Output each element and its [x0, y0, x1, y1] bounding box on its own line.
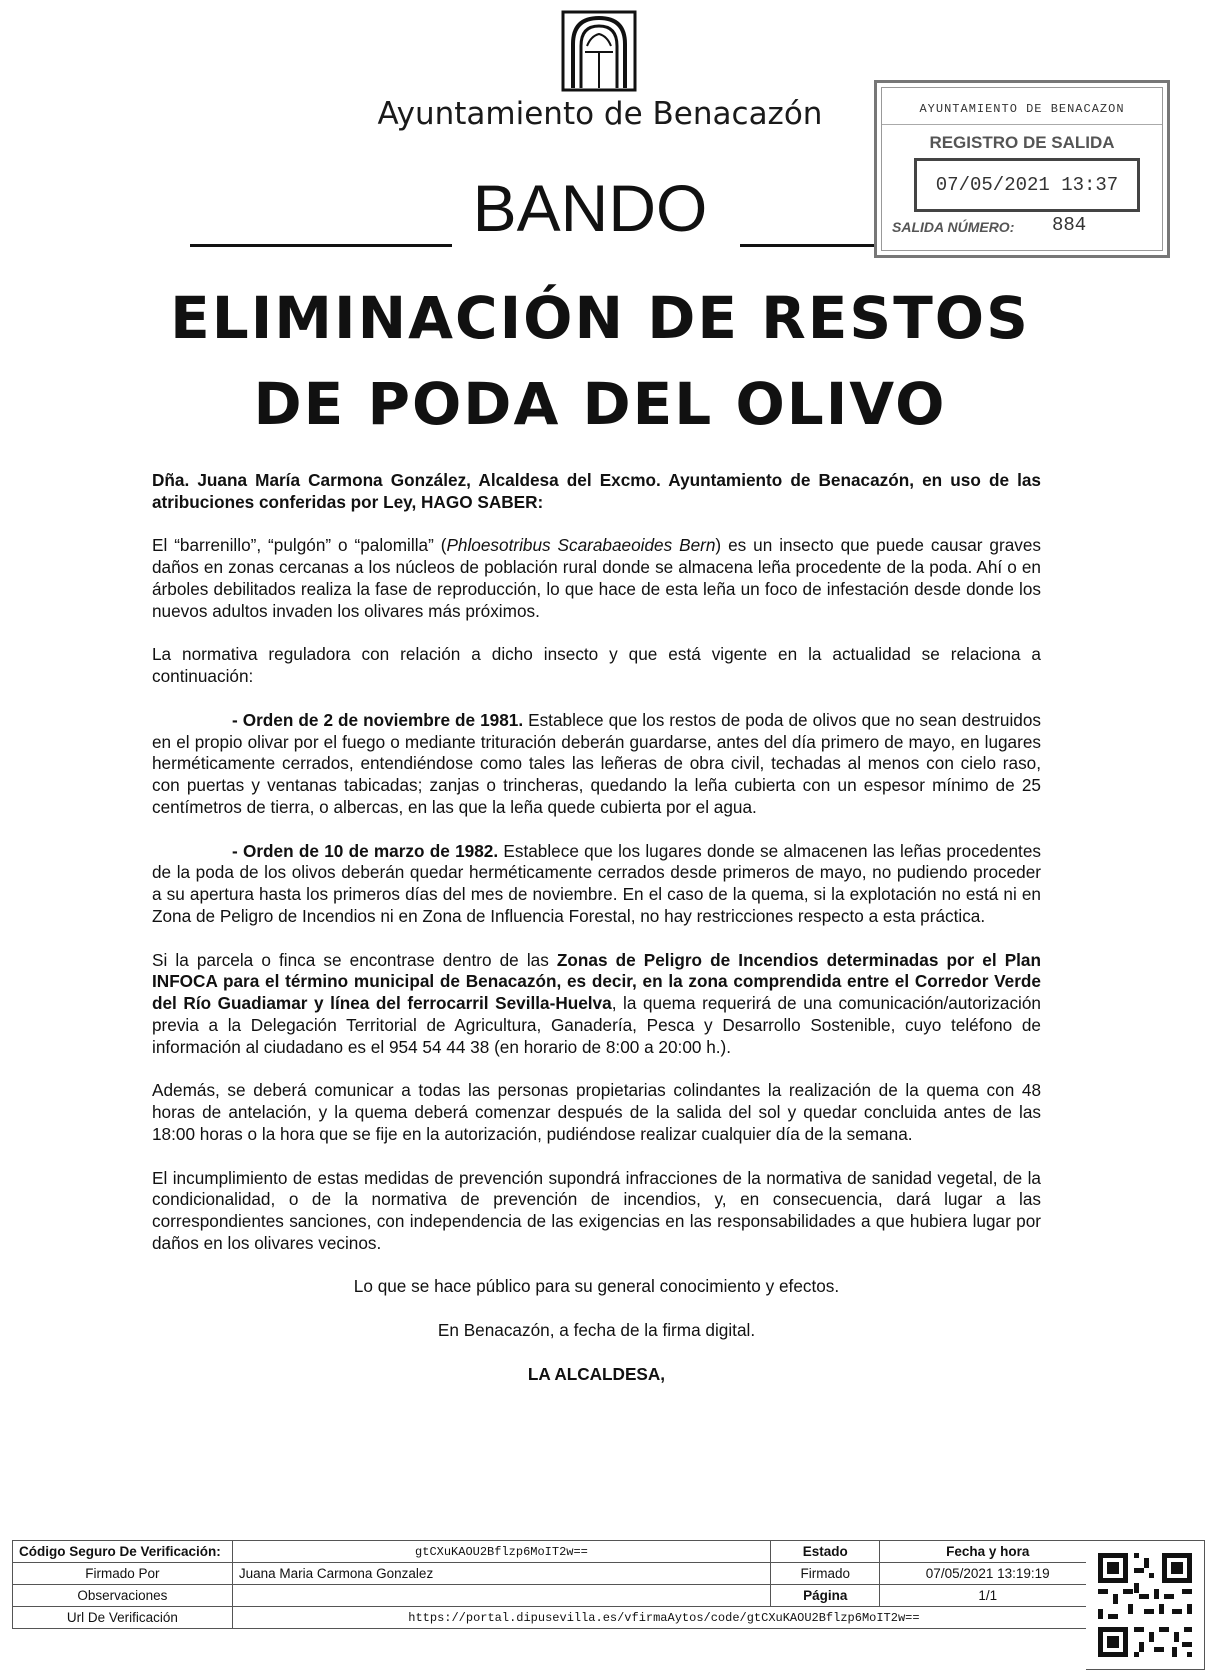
pagina-label: Página	[771, 1585, 880, 1607]
order-1982-text: Establece que los lugares donde se almacenen las leñas procedentes de la poda de los olivos deberán quedar herméticamente cerrados desde primeros de mayo, no pudiendo proceder a su apertura hasta los primeros días del mes de noviembre. En el caso de la quema, si la explotación no está ni en Zona de Peligro de Incendios ni en Zona de Influencia Forestal, no hay restricciones respecto a esta práctica.	[152, 840, 1041, 926]
firmado-label: Firmado Por	[13, 1563, 233, 1585]
p3-text-b: , la quema requerirá de una comunicación/autorización previa a la Delegación Territorial de Agricultura, Ganadería, Pesca y Desarrollo Sostenible, cuyo teléfono de información al ciudadano es el 954 54 44 38 (en horario de 8:00 a 20:00 h.).	[152, 993, 1041, 1057]
verification-table	[12, 1540, 1096, 1629]
order-1982	[152, 841, 1041, 928]
fecha-label: Fecha y hora	[880, 1541, 1096, 1563]
order-1981-title: - Orden de 2 de noviembre de 1981.	[232, 709, 524, 730]
pagina-value: 1/1	[880, 1585, 1096, 1607]
signature-text: LA ALCALDESA,	[527, 1363, 666, 1384]
bando-left-rule	[190, 244, 452, 247]
csv-value: gtCXuKAOU2Bflzp6MoIT2w==	[232, 1541, 770, 1563]
organization-name: Ayuntamiento de Benacazón	[377, 96, 823, 132]
p3-bold: Zonas de Peligro de Incendios determinadas por el Plan INFOCA para el término municipal de Benacazón, es decir, en la zona comprendida entre el Corredor Verde del Río Guadiamar y línea del ferrocarril Sevilla-Huelva	[152, 949, 1041, 1014]
p1-text-b: ) es un insecto que puede causar graves daños en zonas cercanas a los núcleos de población rural donde se almacena leña procedente de la poda. Ahí o en árboles debilitados realiza la fase de reproducción, lo que hace de esta leña un foco de infestación desde donde los nuevos adultos invaden los olivares más próximos.	[152, 535, 1041, 621]
order-1982-title: - Orden de 10 de marzo de 1982.	[232, 840, 499, 861]
paragraph-infoca	[152, 950, 1041, 1059]
obs-label: Observaciones	[13, 1585, 233, 1607]
firmado-value: Juana Maria Carmona Gonzalez	[232, 1563, 770, 1585]
estado-value: Firmado	[771, 1563, 880, 1585]
stamp-number-label: SALIDA NÚMERO:	[892, 219, 1015, 235]
registry-stamp	[874, 80, 1170, 258]
stamp-city: AYUNTAMIENTO DE BENACAZON	[919, 102, 1125, 116]
stamp-frame	[881, 87, 1163, 251]
paragraph-neighbors: Además, se deberá comunicar a todas las personas propietarias colindantes la realización de la quema con 48 horas de antelación, y la quema deberá comenzar después de la salida del sol y quedar concluida antes de las 18:00 horas o la hora que se fije en la autorización, pudiéndose realizar cualquier día de la semana.	[152, 1080, 1041, 1144]
closing-public: Lo que se hace público para su general conocimiento y efectos.	[353, 1276, 840, 1297]
verification-row	[13, 1607, 1096, 1629]
signature-line	[152, 1364, 1041, 1386]
intro-text: Dña. Juana María Carmona González, Alcaldesa del Excmo. Ayuntamiento de Benacazón, en uso de las atribuciones conferidas por Ley, HAGO SABER:	[152, 470, 1041, 512]
paragraph-insect	[152, 535, 1041, 622]
paragraph-normativa: La normativa reguladora con relación a dicho insecto y que está vigente en la actualidad se relaciona a continuación:	[152, 644, 1041, 687]
order-1981	[152, 710, 1041, 819]
stamp-divider	[882, 124, 1162, 125]
verification-row	[13, 1563, 1096, 1585]
document-body	[152, 470, 1041, 1407]
verification-row	[13, 1585, 1096, 1607]
title-line-2: DE PODA DEL OLIVO	[253, 370, 947, 438]
csv-label: Código Seguro De Verificación:	[13, 1541, 233, 1563]
paragraph-sanctions: El incumplimiento de estas medidas de prevención supondrá infracciones de la normativa de sanidad vegetal, de la condicionalidad, o de la normativa de prevención de incendios, y, en consecuencia, dará lugar a las correspondientes sanciones, con independencia de las exigencias en las responsabilidades a que hubiera lugar por daños en los olivares vecinos.	[152, 1167, 1041, 1253]
stamp-datetime: 07/05/2021 13:37	[914, 158, 1140, 212]
verification-url-link[interactable]: https://portal.dipusevilla.es/vfirmaAytos/code/gtCXuKAOU2Bflzp6MoIT2w==	[232, 1607, 1095, 1629]
bando-label: BANDO	[472, 171, 708, 245]
obs-value	[232, 1585, 770, 1607]
municipal-logo-icon	[561, 10, 637, 92]
title-line-1: ELIMINACIÓN DE RESTOS	[170, 284, 1030, 352]
estado-label: Estado	[771, 1541, 880, 1563]
order-1981-text: Establece que los restos de poda de olivos que no sean destruidos en el propio olivar por el fuego o mediante trituración deberán guardarse, antes del día primero de mayo, en lugares herméticamente cerrados, entendiéndose como tales las leñeras de obra civil, techadas al menos con cielo raso, con puertas y ventanas tabicadas; zanjas o trincheras, quedando la leña cubierta con un espesor mínimo de 25 centímetros de tierra, o albercas, en las que la leña quede cubierta por el agua.	[152, 709, 1041, 817]
stamp-label: REGISTRO DE SALIDA	[929, 133, 1115, 152]
closing-place-date: En Benacazón, a fecha de la firma digital.	[437, 1320, 756, 1341]
qr-code-graphic	[1086, 1541, 1204, 1669]
intro-paragraph	[152, 470, 1041, 514]
p1-text-a: El “barrenillo”, “pulgón” o “palomilla” (	[152, 535, 447, 556]
fecha-value: 07/05/2021 13:19:19	[880, 1563, 1096, 1585]
qr-code-icon	[1086, 1540, 1205, 1670]
species-name: Phloesotribus Scarabaeoides Bern	[446, 535, 716, 556]
p3-text-a: Si la parcela o finca se encontrase dentro de las	[152, 949, 557, 970]
stamp-number: 884	[1052, 214, 1087, 236]
url-label: Url De Verificación	[13, 1607, 233, 1629]
verification-row	[13, 1541, 1096, 1563]
